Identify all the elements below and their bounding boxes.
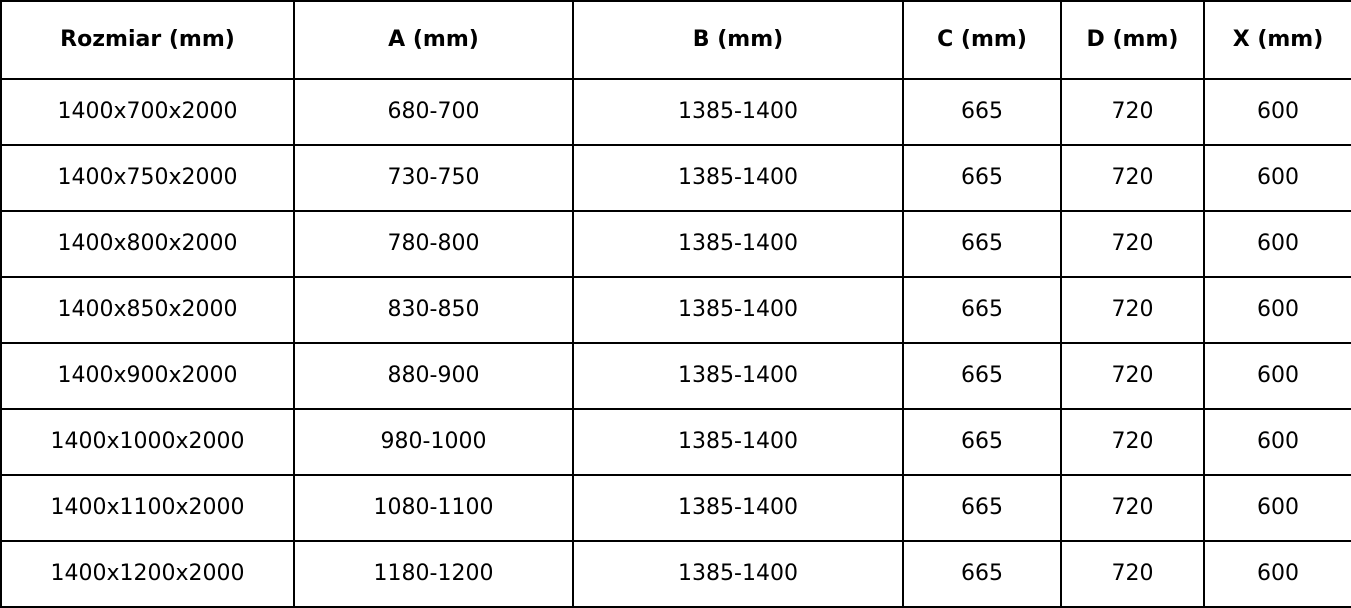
cell-x: 600 bbox=[1204, 541, 1351, 607]
cell-x: 600 bbox=[1204, 277, 1351, 343]
cell-d: 720 bbox=[1061, 409, 1204, 475]
cell-rozmiar: 1400x750x2000 bbox=[1, 145, 294, 211]
cell-a: 680-700 bbox=[294, 79, 573, 145]
cell-c: 665 bbox=[903, 409, 1061, 475]
cell-a: 880-900 bbox=[294, 343, 573, 409]
cell-a: 730-750 bbox=[294, 145, 573, 211]
column-header-c: C (mm) bbox=[903, 1, 1061, 79]
cell-x: 600 bbox=[1204, 211, 1351, 277]
cell-c: 665 bbox=[903, 211, 1061, 277]
cell-b: 1385-1400 bbox=[573, 409, 903, 475]
cell-c: 665 bbox=[903, 277, 1061, 343]
cell-rozmiar: 1400x800x2000 bbox=[1, 211, 294, 277]
cell-c: 665 bbox=[903, 343, 1061, 409]
cell-x: 600 bbox=[1204, 145, 1351, 211]
cell-d: 720 bbox=[1061, 277, 1204, 343]
cell-c: 665 bbox=[903, 541, 1061, 607]
cell-d: 720 bbox=[1061, 475, 1204, 541]
table-body bbox=[1, 79, 1351, 607]
table-row bbox=[1, 211, 1351, 277]
cell-d: 720 bbox=[1061, 79, 1204, 145]
cell-rozmiar: 1400x850x2000 bbox=[1, 277, 294, 343]
cell-x: 600 bbox=[1204, 343, 1351, 409]
cell-d: 720 bbox=[1061, 145, 1204, 211]
cell-rozmiar: 1400x1100x2000 bbox=[1, 475, 294, 541]
cell-rozmiar: 1400x900x2000 bbox=[1, 343, 294, 409]
cell-a: 1180-1200 bbox=[294, 541, 573, 607]
cell-x: 600 bbox=[1204, 475, 1351, 541]
table-row bbox=[1, 475, 1351, 541]
table-row bbox=[1, 145, 1351, 211]
column-header-d: D (mm) bbox=[1061, 1, 1204, 79]
table-header-row bbox=[1, 1, 1351, 79]
column-header-rozmiar: Rozmiar (mm) bbox=[1, 1, 294, 79]
cell-d: 720 bbox=[1061, 343, 1204, 409]
cell-c: 665 bbox=[903, 475, 1061, 541]
cell-b: 1385-1400 bbox=[573, 145, 903, 211]
cell-b: 1385-1400 bbox=[573, 79, 903, 145]
cell-c: 665 bbox=[903, 145, 1061, 211]
cell-a: 830-850 bbox=[294, 277, 573, 343]
cell-a: 780-800 bbox=[294, 211, 573, 277]
table-header bbox=[1, 1, 1351, 79]
cell-a: 980-1000 bbox=[294, 409, 573, 475]
cell-x: 600 bbox=[1204, 409, 1351, 475]
cell-b: 1385-1400 bbox=[573, 343, 903, 409]
cell-d: 720 bbox=[1061, 541, 1204, 607]
table-row bbox=[1, 409, 1351, 475]
table-row bbox=[1, 343, 1351, 409]
cell-rozmiar: 1400x1200x2000 bbox=[1, 541, 294, 607]
column-header-x: X (mm) bbox=[1204, 1, 1351, 79]
table-row bbox=[1, 79, 1351, 145]
cell-b: 1385-1400 bbox=[573, 541, 903, 607]
cell-b: 1385-1400 bbox=[573, 475, 903, 541]
cell-b: 1385-1400 bbox=[573, 277, 903, 343]
cell-a: 1080-1100 bbox=[294, 475, 573, 541]
table-row bbox=[1, 277, 1351, 343]
column-header-a: A (mm) bbox=[294, 1, 573, 79]
cell-x: 600 bbox=[1204, 79, 1351, 145]
table-row bbox=[1, 541, 1351, 607]
cell-d: 720 bbox=[1061, 211, 1204, 277]
cell-rozmiar: 1400x700x2000 bbox=[1, 79, 294, 145]
column-header-b: B (mm) bbox=[573, 1, 903, 79]
cell-c: 665 bbox=[903, 79, 1061, 145]
cell-b: 1385-1400 bbox=[573, 211, 903, 277]
cell-rozmiar: 1400x1000x2000 bbox=[1, 409, 294, 475]
